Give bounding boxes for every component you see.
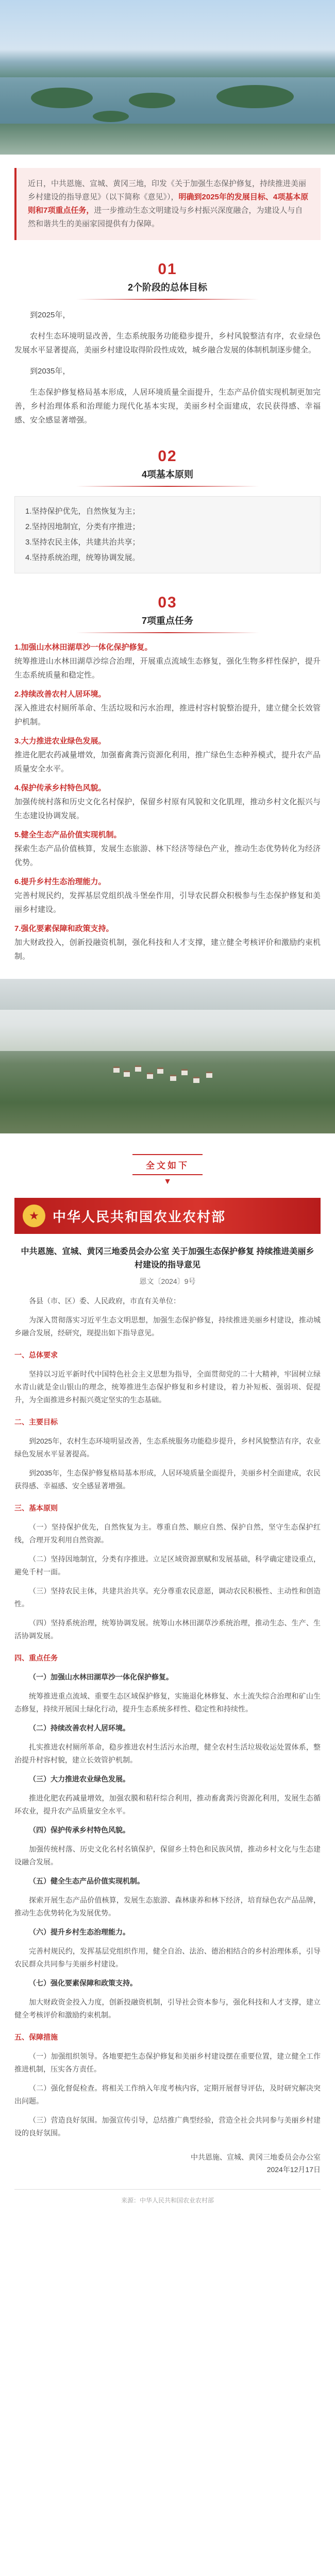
task-list xyxy=(14,640,321,963)
principle-item: 3.坚持农民主体，共建共治共享； xyxy=(25,538,140,547)
task-text: 深入推进农村厕所革命、生活垃圾和污水治理，推进村容村貌整治提升，建立健全长效管护机制。 xyxy=(14,704,321,726)
intro-summary xyxy=(14,168,321,240)
island-shape xyxy=(129,93,175,108)
task-text: 加强传统村落和历史文化名村保护，保留乡村原有风貌和文化肌理，推动乡村文化振兴与生态建设协调发展。 xyxy=(14,798,321,820)
task-item xyxy=(14,922,321,963)
signature-org: 中共恩施、宣城、黄冈三地委员会办公室 xyxy=(191,2153,321,2161)
intro-text-b: 进一步推动生态文明建设与乡村振兴深度融合，为建设人与自然和谐共生的美丽家园提供有力保障。 xyxy=(28,206,303,228)
house-shape xyxy=(193,1077,199,1083)
document-paragraph: （二）坚持因地制宜，分类有序推进。立足区域资源禀赋和发展基础，科学确定建设重点，避免千村一面。 xyxy=(14,1555,321,1576)
ministry-banner xyxy=(14,1198,321,1234)
document-heading: 四、重点任务 xyxy=(14,1654,58,1662)
section-title: 4项基本原则 xyxy=(141,469,193,480)
document-signature xyxy=(14,2151,321,2176)
task-title: 5.健全生态产品价值实现机制。 xyxy=(14,831,122,839)
house-shape xyxy=(181,1069,188,1075)
section-title: 2个阶段的总体目标 xyxy=(127,282,207,293)
section-number: 03 xyxy=(158,594,177,611)
document-paragraph: 加强传统村落、历史文化名村名镇保护，保留乡土特色和民族风情，推动乡村文化与生态建设融合发展。 xyxy=(14,1845,321,1866)
section-divider xyxy=(76,299,259,300)
task-item xyxy=(14,687,321,729)
section-divider xyxy=(76,632,259,633)
full-text-label: 全文如下 xyxy=(132,1154,203,1175)
document-paragraph: 各县（市、区）委、人民政府，市直有关单位： xyxy=(29,1297,180,1305)
village-landscape-photo xyxy=(0,979,335,1133)
arrow-down-icon: ▼ xyxy=(163,1177,172,1186)
principle-item: 2.坚持因地制宜，分类有序推进； xyxy=(25,522,140,531)
house-shape xyxy=(147,1073,153,1079)
document-subheading: （一）加强山水林田湖草沙一体化保护修复。 xyxy=(29,1673,173,1681)
section-2-header xyxy=(14,448,321,487)
task-item xyxy=(14,828,321,870)
task-title: 4.保护传承乡村特色风貌。 xyxy=(14,784,106,792)
task-title: 7.强化要素保障和政策支持。 xyxy=(14,924,114,933)
island-shape xyxy=(216,85,294,108)
house-shape xyxy=(170,1075,176,1081)
task-item xyxy=(14,640,321,682)
document-heading: 二、主要目标 xyxy=(14,1418,58,1426)
principle-item: 4.坚持系统治理，统筹协调发展。 xyxy=(25,553,140,562)
document-paragraph: 为深入贯彻落实习近平生态文明思想，加强生态保护修复，持续推进美丽乡村建设，推动城乡融合发展，经研究，现提出如下指导意见。 xyxy=(14,1316,321,1337)
document-body xyxy=(14,1295,321,2140)
task-item xyxy=(14,875,321,917)
task-title: 3.大力推进农业绿色发展。 xyxy=(14,737,106,745)
document-number: 恩文〔2024〕9号 xyxy=(139,1277,196,1285)
document-paragraph: 统筹推进重点流域、重要生态区域保护修复，实施退化林修复、水土流失综合治理和矿山生态修复，持续开展国土绿化行动，提升生态系统多样性、稳定性和持续性。 xyxy=(14,1692,321,1713)
section-3-header xyxy=(14,594,321,633)
island-shape xyxy=(31,88,93,108)
house-shape xyxy=(113,1066,120,1073)
section-divider xyxy=(76,486,259,487)
task-text: 完善村规民约，发挥基层党组织战斗堡垒作用，引导农民群众积极参与生态保护修复和美丽乡村建设。 xyxy=(14,891,321,914)
document-subheading: （五）健全生态产品价值实现机制。 xyxy=(29,1877,144,1885)
document-subheading: （七）强化要素保障和政策支持。 xyxy=(29,1979,137,1987)
lake-landscape-photo xyxy=(0,0,335,155)
paragraph: 到2035年， xyxy=(30,367,71,376)
task-title: 6.提升乡村生态治理能力。 xyxy=(14,877,106,886)
mist-layer xyxy=(0,1010,335,1051)
task-item xyxy=(14,781,321,823)
task-text: 统筹推进山水林田湖草沙综合治理，开展重点流域生态修复，强化生物多样性保护，提升生态系统质量和稳定性。 xyxy=(14,657,321,680)
section-1-body xyxy=(14,308,321,427)
document-paragraph: 到2035年，生态保护修复格局基本形成，人居环境质量全面提升，美丽乡村全面建成，农民获得感、幸福感、安全感显著增强。 xyxy=(14,1469,321,1490)
document-paragraph: 探索开展生态产品价值核算，发展生态旅游、森林康养和林下经济，培育绿色农产品品牌，推动生态优势转化为发展优势。 xyxy=(14,1896,321,1917)
document-paragraph: （一）加强组织领导。各地要把生态保护修复和美丽乡村建设摆在重要位置，建立健全工作推进机制，压实各方责任。 xyxy=(14,2052,321,2073)
national-emblem-icon: ★ xyxy=(23,1205,45,1227)
intro-text-a: 近日，中共恩施、宣城、黄冈三地，印发《关于加强生态保护修复，持续推进美丽乡村建设的指导意见》（以下简称《意见》）， xyxy=(28,179,307,201)
document-title: 中共恩施、宣城、黄冈三地委员会办公室 关于加强生态保护修复 持续推进美丽乡村建设的指导意见 xyxy=(21,1247,314,1269)
house-shape xyxy=(206,1072,212,1078)
principles-box xyxy=(14,496,321,573)
island-shape xyxy=(93,111,129,122)
section-title: 7项重点任务 xyxy=(141,616,193,626)
paragraph: 生态保护修复格局基本形成，人居环境质量全面提升，生态产品价值实现机制更加完善，乡村治理体系和治理能力现代化基本实现，美丽乡村全面建成，农民获得感、幸福感、安全感显著增强。 xyxy=(14,388,321,425)
document-paragraph: 推进化肥农药减量增效，加强农膜和秸秆综合利用，推动畜禽粪污资源化利用，发展生态循环农业，提升农产品质量安全水平。 xyxy=(14,1794,321,1815)
document-paragraph: （三）营造良好氛围。加强宣传引导，总结推广典型经验，营造全社会共同参与美丽乡村建设的良好氛围。 xyxy=(14,2116,321,2137)
document-subheading: （四）保护传承乡村特色风貌。 xyxy=(29,1826,130,1834)
paragraph: 农村生态环境明显改善，生态系统服务功能稳步提升，乡村风貌整洁有序，农业绿色发展水平显著提高，美丽乡村建设取得阶段性成效，城乡融合发展的体制机制逐步健全。 xyxy=(14,332,321,354)
document-paragraph: （一）坚持保护优先，自然恢复为主。尊重自然、顺应自然、保护自然，坚守生态保护红线，合理开发利用自然资源。 xyxy=(14,1523,321,1544)
signature-date: 2024年12月17日 xyxy=(266,2165,321,2174)
house-shape xyxy=(124,1071,130,1077)
task-item xyxy=(14,734,321,776)
document-paragraph: 扎实推进农村厕所革命，稳步推进农村生活污水治理，健全农村生活垃圾收运处置体系，整治提升村容村貌，建立长效管护机制。 xyxy=(14,1743,321,1764)
document-paragraph: 到2025年，农村生态环境明显改善，生态系统服务功能稳步提升，乡村风貌整洁有序，农业绿色发展水平显著提高。 xyxy=(14,1437,321,1458)
task-text: 探索生态产品价值核算，发展生态旅游、林下经济等绿色产业，推动生态优势转化为经济优势。 xyxy=(14,844,321,867)
intro-highlight: 明确到2025年的发展目标、4项基本原则和7项重点任务， xyxy=(28,193,309,215)
task-text: 加大财政投入，创新投融资机制，强化科技和人才支撑，建立健全考核评价和激励约束机制。 xyxy=(14,938,321,961)
house-shape xyxy=(157,1067,163,1074)
principle-item: 1.坚持保护优先，自然恢复为主； xyxy=(25,507,140,516)
paragraph: 到2025年， xyxy=(30,311,71,319)
section-number: 02 xyxy=(158,448,177,465)
document-paragraph: （四）坚持系统治理，统筹协调发展。统筹山水林田湖草沙系统治理，推动生态、生产、生活协调发展。 xyxy=(14,1619,321,1640)
source-footer: 来源：中华人民共和国农业农村部 xyxy=(14,2189,321,2205)
document-paragraph: （二）强化督促检查。将相关工作纳入年度考核内容，定期开展督导评估，及时研究解决突出问题。 xyxy=(14,2084,321,2105)
document-heading: 三、基本原则 xyxy=(14,1504,58,1512)
task-title: 1.加强山水林田湖草沙一体化保护修复。 xyxy=(14,643,153,652)
task-title: 2.持续改善农村人居环境。 xyxy=(14,690,106,699)
full-text-header xyxy=(0,1154,335,1187)
document-heading: 一、总体要求 xyxy=(14,1351,58,1359)
document-subheading: （三）大力推进农业绿色发展。 xyxy=(29,1775,130,1783)
document-paragraph: 完善村规民约，发挥基层党组织作用，健全自治、法治、德治相结合的乡村治理体系，引导农民群众共同参与美丽乡村建设。 xyxy=(14,1947,321,1968)
house-shape xyxy=(135,1065,141,1072)
document-subheading: （六）提升乡村生态治理能力。 xyxy=(29,1928,130,1936)
task-text: 推进化肥农药减量增效，加强畜禽粪污资源化利用，推广绿色生态种养模式，提升农产品质量安全水平。 xyxy=(14,751,321,773)
section-number: 01 xyxy=(158,261,177,278)
document-paragraph: （三）坚持农民主体，共建共治共享。充分尊重农民意愿，调动农民积极性、主动性和创造性。 xyxy=(14,1587,321,1608)
document-subheading: （二）持续改善农村人居环境。 xyxy=(29,1724,130,1732)
document-paragraph: 加大财政资金投入力度，创新投融资机制，引导社会资本参与，强化科技和人才支撑，建立健全考核评价和激励约束机制。 xyxy=(14,1998,321,2019)
banner-title: 中华人民共和国农业农村部 xyxy=(53,1209,226,1225)
document-heading: 五、保障措施 xyxy=(14,2033,58,2041)
section-1-header xyxy=(14,261,321,300)
document-paragraph: 坚持以习近平新时代中国特色社会主义思想为指导，全面贯彻党的二十大精神，牢固树立绿水青山就是金山银山的理念，统筹推进生态保护修复和乡村建设，着力补短板、强弱项、促提升，为全面推进乡村振兴奠定坚实的生态基础。 xyxy=(14,1370,321,1404)
